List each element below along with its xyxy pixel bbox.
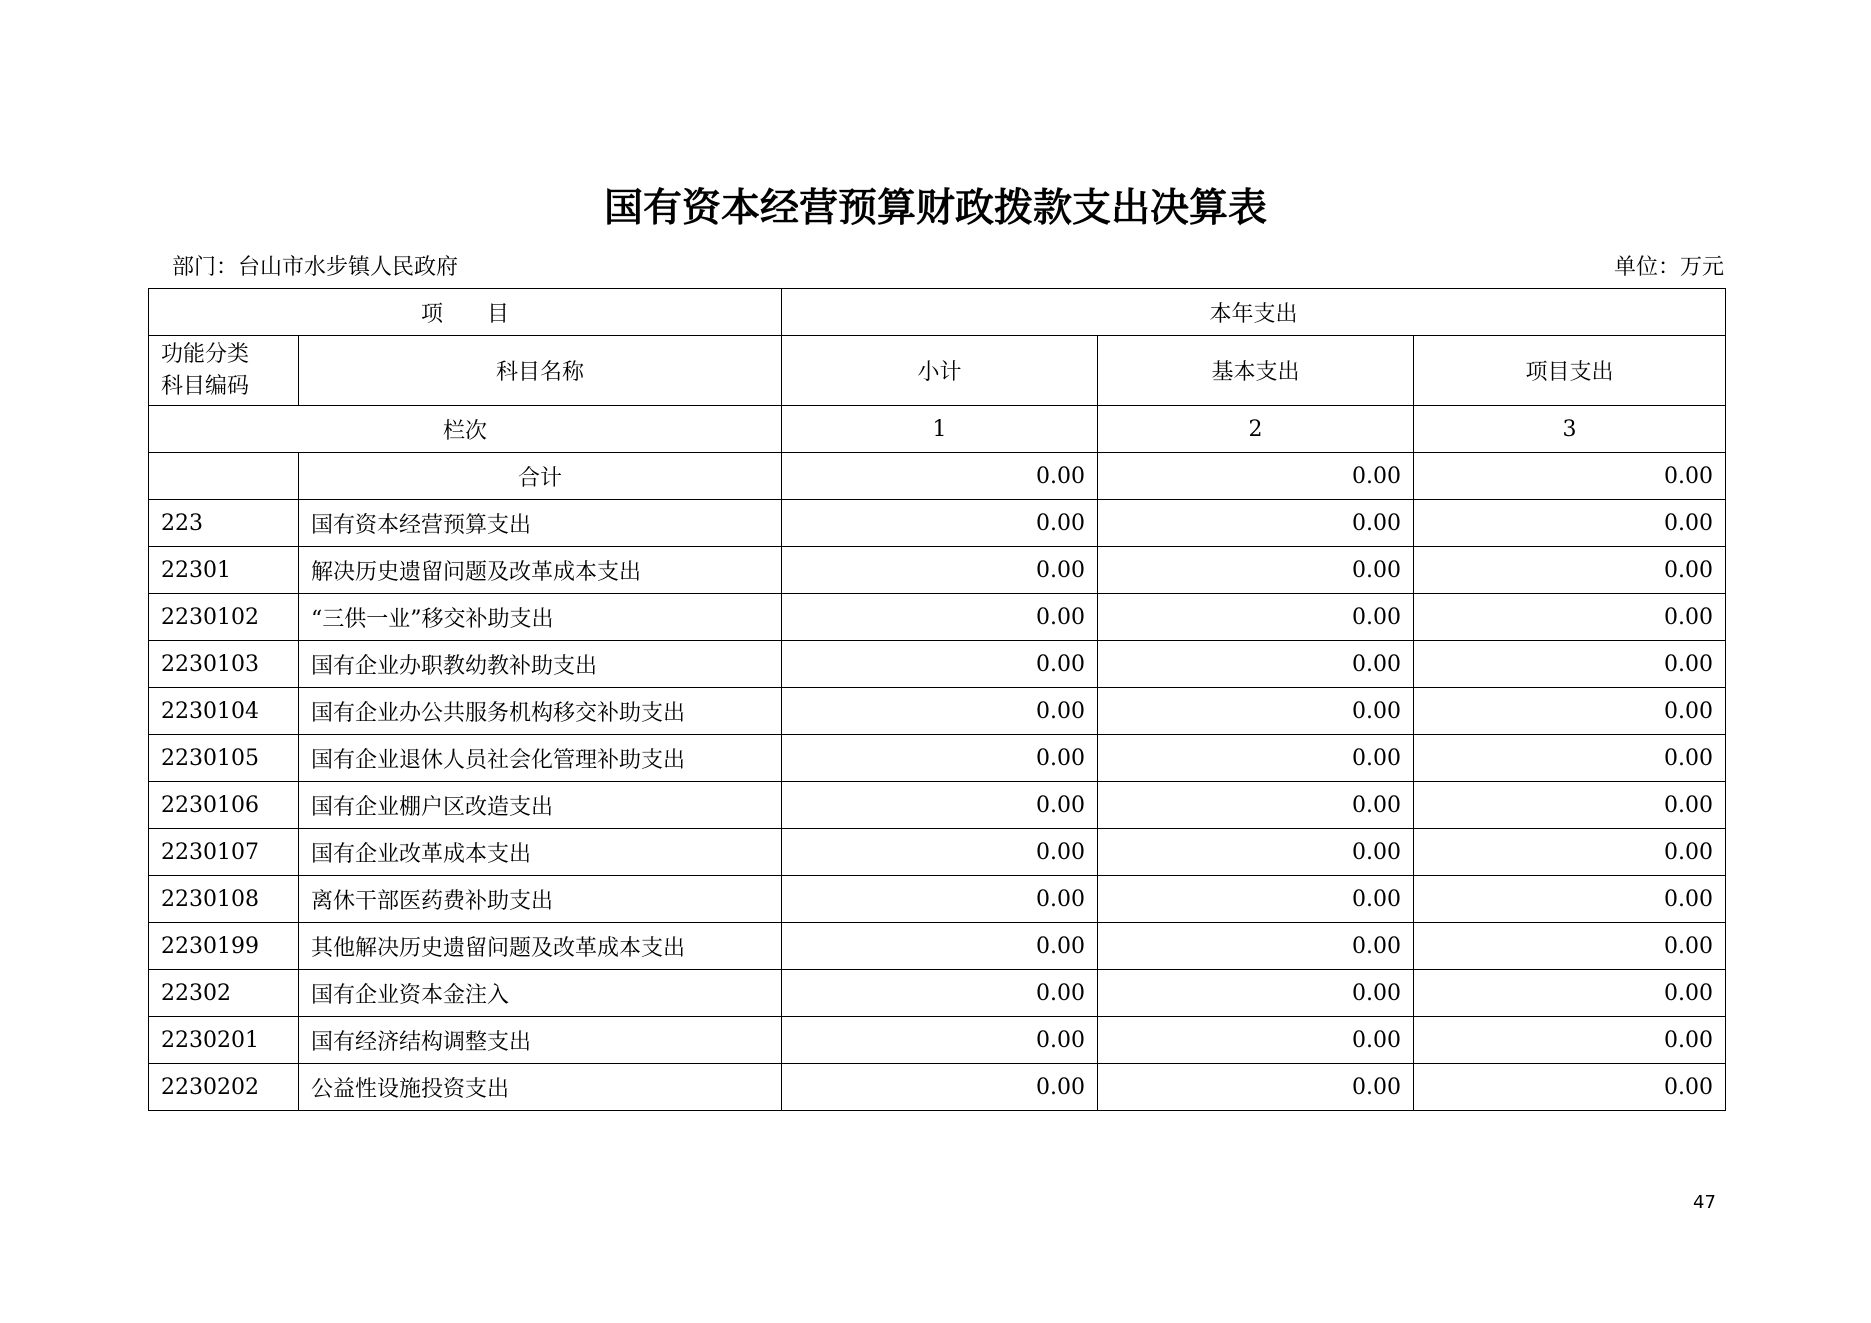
row-subtotal: 0.00 (782, 782, 1098, 829)
row-name: 国有企业棚户区改造支出 (299, 782, 782, 829)
table-row (149, 923, 1726, 970)
row-name: “三供一业”移交补助支出 (299, 594, 782, 641)
row-basic: 0.00 (1098, 641, 1414, 688)
total-subtotal: 0.00 (782, 453, 1098, 500)
row-basic: 0.00 (1098, 923, 1414, 970)
column-order-label: 栏次 (149, 406, 782, 453)
row-code: 2230199 (149, 923, 299, 970)
table-row (149, 970, 1726, 1017)
row-project: 0.00 (1414, 594, 1726, 641)
row-project: 0.00 (1414, 688, 1726, 735)
header-row-1 (149, 289, 1726, 336)
total-project: 0.00 (1414, 453, 1726, 500)
row-basic: 0.00 (1098, 1017, 1414, 1064)
header-project: 项目支出 (1414, 336, 1726, 406)
row-name: 国有企业改革成本支出 (299, 829, 782, 876)
row-project: 0.00 (1414, 970, 1726, 1017)
row-subtotal: 0.00 (782, 1064, 1098, 1111)
row-name: 国有资本经营预算支出 (299, 500, 782, 547)
row-project: 0.00 (1414, 1064, 1726, 1111)
row-project: 0.00 (1414, 829, 1726, 876)
row-name: 离休干部医药费补助支出 (299, 876, 782, 923)
row-name: 国有企业资本金注入 (299, 970, 782, 1017)
row-code: 2230201 (149, 1017, 299, 1064)
total-basic: 0.00 (1098, 453, 1414, 500)
row-basic: 0.00 (1098, 594, 1414, 641)
table-row (149, 594, 1726, 641)
row-name: 国有经济结构调整支出 (299, 1017, 782, 1064)
table-row (149, 500, 1726, 547)
table-row (149, 1064, 1726, 1111)
row-subtotal: 0.00 (782, 876, 1098, 923)
column-number-3: 3 (1414, 406, 1726, 453)
row-subtotal: 0.00 (782, 688, 1098, 735)
row-basic: 0.00 (1098, 735, 1414, 782)
column-order-row (149, 406, 1726, 453)
column-number-1: 1 (782, 406, 1098, 453)
expenditure-table (148, 288, 1726, 1111)
row-subtotal: 0.00 (782, 641, 1098, 688)
row-subtotal: 0.00 (782, 735, 1098, 782)
row-code: 2230108 (149, 876, 299, 923)
total-label: 合计 (299, 453, 782, 500)
row-subtotal: 0.00 (782, 594, 1098, 641)
row-subtotal: 0.00 (782, 970, 1098, 1017)
row-code: 22302 (149, 970, 299, 1017)
table-row (149, 641, 1726, 688)
page-number: 47 (1693, 1192, 1716, 1213)
row-subtotal: 0.00 (782, 1017, 1098, 1064)
row-basic: 0.00 (1098, 782, 1414, 829)
table-row (149, 735, 1726, 782)
column-number-2: 2 (1098, 406, 1414, 453)
row-name: 其他解决历史遗留问题及改革成本支出 (299, 923, 782, 970)
header-code-line1: 功能分类 (161, 341, 250, 367)
row-code: 2230103 (149, 641, 299, 688)
header-code (149, 336, 299, 406)
row-code: 2230102 (149, 594, 299, 641)
row-basic: 0.00 (1098, 876, 1414, 923)
table-row (149, 547, 1726, 594)
row-basic: 0.00 (1098, 547, 1414, 594)
row-basic: 0.00 (1098, 829, 1414, 876)
table-row (149, 829, 1726, 876)
row-code: 223 (149, 500, 299, 547)
header-subtotal: 小计 (782, 336, 1098, 406)
row-code: 2230202 (149, 1064, 299, 1111)
row-name: 国有企业退休人员社会化管理补助支出 (299, 735, 782, 782)
row-name: 国有企业办职教幼教补助支出 (299, 641, 782, 688)
row-basic: 0.00 (1098, 688, 1414, 735)
row-subtotal: 0.00 (782, 829, 1098, 876)
row-subtotal: 0.00 (782, 923, 1098, 970)
table-row (149, 876, 1726, 923)
department-label: 部门：台山市水步镇人民政府 (172, 255, 459, 280)
row-basic: 0.00 (1098, 1064, 1414, 1111)
row-name: 国有企业办公共服务机构移交补助支出 (299, 688, 782, 735)
page-title: 国有资本经营预算财政拨款支出决算表 (603, 186, 1267, 231)
unit-label: 单位：万元 (1613, 255, 1724, 280)
row-code: 2230106 (149, 782, 299, 829)
row-basic: 0.00 (1098, 500, 1414, 547)
header-item: 项 目 (149, 289, 782, 336)
row-name: 公益性设施投资支出 (299, 1064, 782, 1111)
row-name: 解决历史遗留问题及改革成本支出 (299, 547, 782, 594)
header-row-2 (149, 336, 1726, 406)
table-row (149, 782, 1726, 829)
row-project: 0.00 (1414, 782, 1726, 829)
row-project: 0.00 (1414, 735, 1726, 782)
header-current-year: 本年支出 (782, 289, 1726, 336)
row-subtotal: 0.00 (782, 547, 1098, 594)
row-subtotal: 0.00 (782, 500, 1098, 547)
row-project: 0.00 (1414, 641, 1726, 688)
row-project: 0.00 (1414, 923, 1726, 970)
total-code (149, 453, 299, 500)
header-subject-name: 科目名称 (299, 336, 782, 406)
table-row (149, 1017, 1726, 1064)
row-project: 0.00 (1414, 1017, 1726, 1064)
total-row (149, 453, 1726, 500)
row-project: 0.00 (1414, 876, 1726, 923)
row-code: 2230105 (149, 735, 299, 782)
row-project: 0.00 (1414, 547, 1726, 594)
row-project: 0.00 (1414, 500, 1726, 547)
row-code: 2230107 (149, 829, 299, 876)
header-code-line2: 科目编码 (161, 373, 250, 399)
row-code: 22301 (149, 547, 299, 594)
table-row (149, 688, 1726, 735)
row-basic: 0.00 (1098, 970, 1414, 1017)
row-code: 2230104 (149, 688, 299, 735)
header-basic: 基本支出 (1098, 336, 1414, 406)
